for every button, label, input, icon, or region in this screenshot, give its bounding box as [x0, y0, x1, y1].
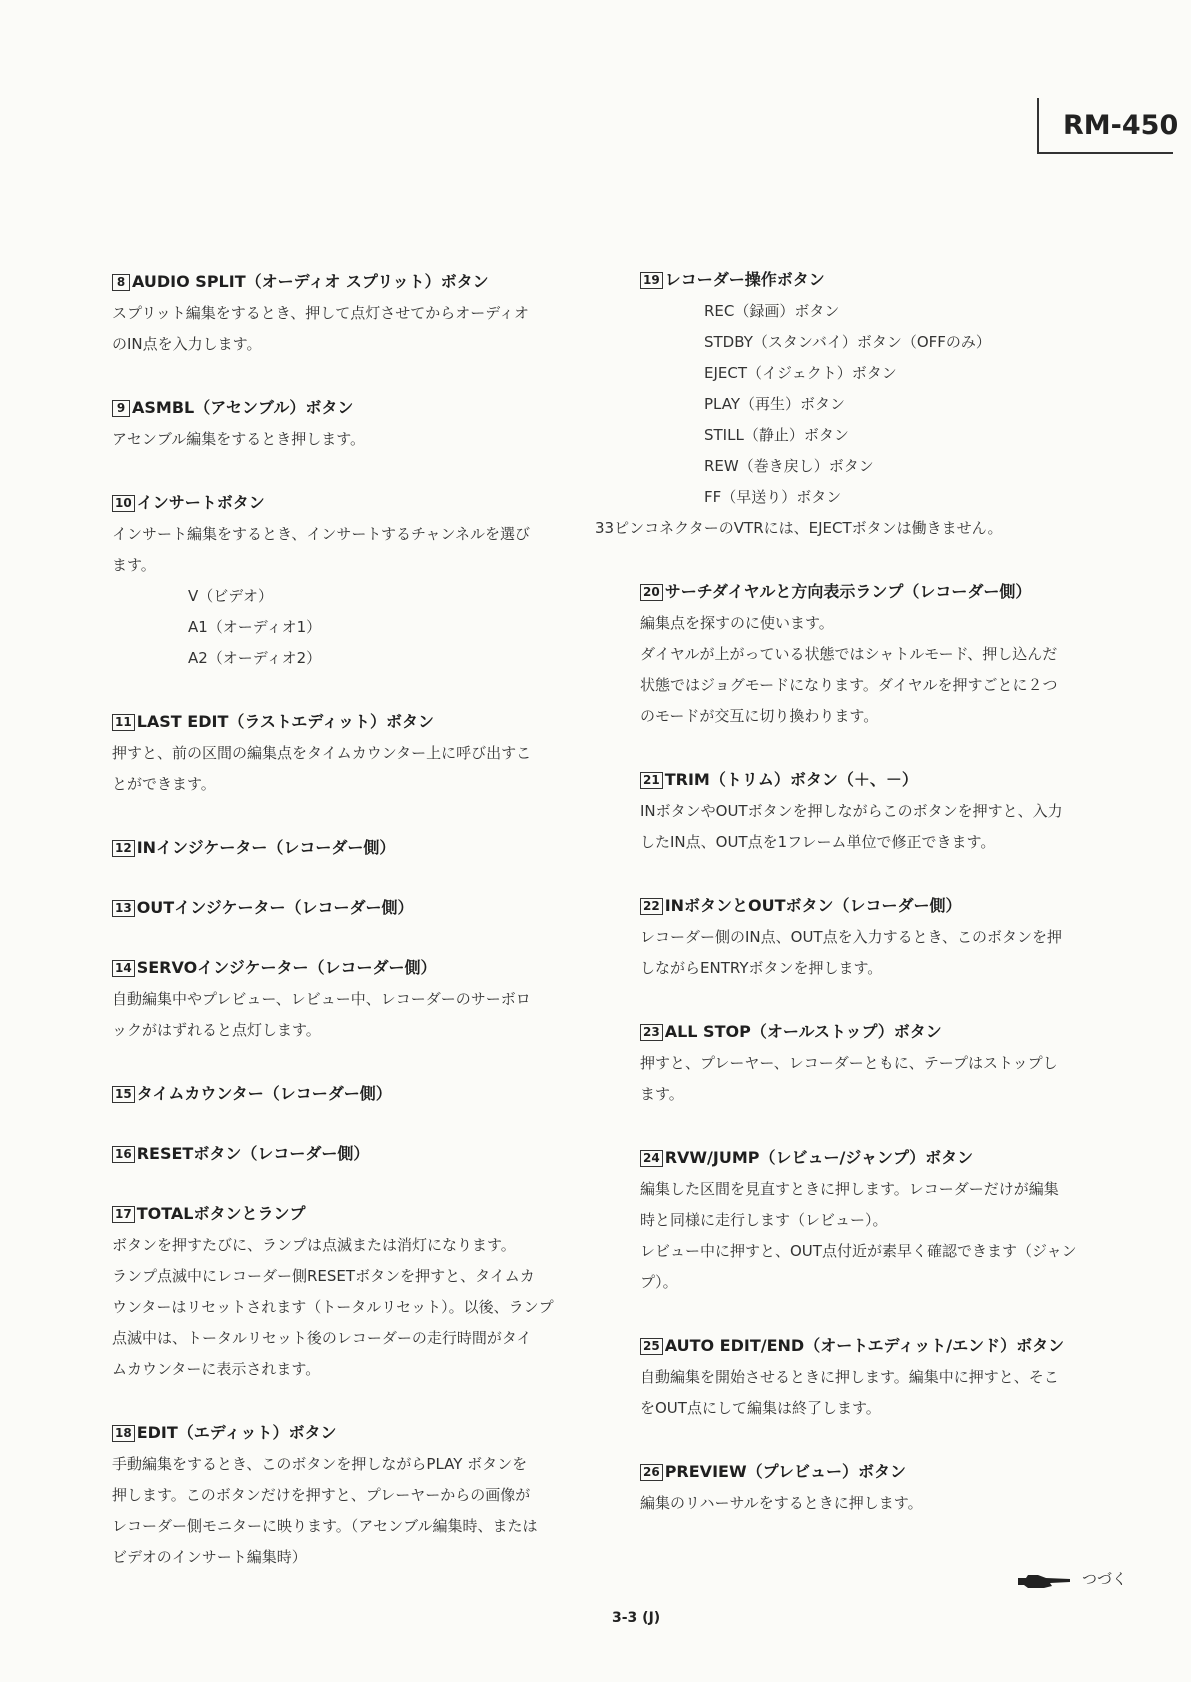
- section-title: LAST EDIT（ラストエディット）ボタン: [136, 712, 434, 731]
- section-19: [595, 268, 1160, 544]
- body-line: 自動編集中やプレビュー、レビュー中、レコーダーのサーボロ: [112, 990, 531, 1008]
- option-line: A1（オーディオ1）: [188, 618, 322, 636]
- option-line: STDBY（スタンバイ）ボタン（OFFのみ）: [704, 333, 991, 351]
- section-11: [112, 710, 632, 800]
- section-26: [640, 1460, 1160, 1519]
- body-line: ランプ点滅中にレコーダー側RESETボタンを押すと、タイムカ: [112, 1267, 535, 1285]
- section-12: [112, 836, 632, 860]
- body-line: 押すと、プレーヤー、レコーダーともに、テープはストップし: [640, 1054, 1058, 1072]
- section-heading: [640, 268, 1160, 292]
- item-number: 11: [112, 714, 135, 731]
- body-line: したIN点、OUT点を1フレーム単位で修正できます。: [640, 833, 996, 851]
- body-line: プ）。: [640, 1273, 678, 1291]
- section-title: OUTインジケーター（レコーダー側）: [136, 898, 414, 917]
- section-heading: [640, 580, 1160, 604]
- section-heading: [112, 396, 632, 420]
- item-number: 25: [640, 1338, 663, 1355]
- item-number: 19: [640, 272, 663, 289]
- body-line: 点滅中は、トータルリセット後のレコーダーの走行時間がタイ: [112, 1329, 532, 1347]
- body-line: のIN点を入力します。: [112, 335, 262, 353]
- section-title: インサートボタン: [136, 493, 265, 512]
- item-number: 18: [112, 1425, 135, 1442]
- section-title: SERVOインジケーター（レコーダー側）: [136, 958, 437, 977]
- section-title: INインジケーター（レコーダー側）: [136, 838, 396, 857]
- section-title: レコーダー操作ボタン: [664, 270, 825, 289]
- body-line: 編集のリハーサルをするときに押します。: [640, 1494, 923, 1512]
- continued-label: つづく: [1082, 1570, 1128, 1588]
- body-line: 編集点を探すのに使います。: [640, 614, 834, 632]
- pointing-hand-icon: [1016, 1572, 1072, 1592]
- section-title: AUDIO SPLIT（オーディオ スプリット）ボタン: [132, 272, 489, 291]
- section-heading: [112, 270, 632, 294]
- body-line: ムカウンターに表示されます。: [112, 1360, 321, 1378]
- section-24: [640, 1146, 1160, 1298]
- body-line: ビデオのインサート編集時）: [112, 1548, 307, 1566]
- item-number: 17: [112, 1206, 135, 1223]
- body-line: スプリット編集をするとき、押して点灯させてからオーディオ: [112, 304, 530, 322]
- body-line: レコーダー側のIN点、OUT点を入力するとき、このボタンを押: [640, 928, 1062, 946]
- item-number: 24: [640, 1150, 663, 1167]
- body-line: ダイヤルが上がっている状態ではシャトルモード、押し込んだ: [640, 645, 1058, 663]
- section-heading: [640, 1460, 1160, 1484]
- section-title: PREVIEW（プレビュー）ボタン: [664, 1462, 906, 1481]
- section-heading: [112, 1202, 632, 1226]
- body-line: 編集した区間を見直すときに押します。レコーダーだけが編集: [640, 1180, 1059, 1198]
- body-line: レビュー中に押すと、OUT点付近が素早く確認できます（ジャン: [640, 1242, 1077, 1260]
- left-column: [112, 270, 632, 1609]
- option-line: EJECT（イジェクト）ボタン: [704, 364, 897, 382]
- body-line: ックがはずれると点灯します。: [112, 1021, 321, 1039]
- item-number: 8: [112, 274, 130, 291]
- section-8: [112, 270, 632, 360]
- section-21: [640, 768, 1160, 858]
- body-line: ます。: [640, 1085, 684, 1103]
- section-17: [112, 1202, 632, 1385]
- section-title: EDIT（エディット）ボタン: [136, 1423, 337, 1442]
- option-line: A2（オーディオ2）: [188, 649, 322, 667]
- section-15: [112, 1082, 632, 1106]
- body-line: ます。: [112, 556, 156, 574]
- body-line: INボタンやOUTボタンを押しながらこのボタンを押すと、入力: [640, 802, 1063, 820]
- section-heading: [112, 491, 632, 515]
- section-heading: [112, 1421, 632, 1445]
- body-line: とができます。: [112, 775, 216, 793]
- body-line: をOUT点にして編集は終了します。: [640, 1399, 881, 1417]
- section-heading: [640, 894, 1160, 918]
- body-line: 時と同様に走行します（レビュー）。: [640, 1211, 888, 1229]
- item-number: 10: [112, 495, 135, 512]
- section-heading: [112, 1142, 632, 1166]
- section-heading: [112, 896, 632, 920]
- item-number: 26: [640, 1464, 663, 1481]
- item-number: 23: [640, 1024, 663, 1041]
- section-title: ASMBL（アセンブル）ボタン: [132, 398, 354, 417]
- body-line: インサート編集をするとき、インサートするチャンネルを選び: [112, 525, 531, 543]
- section-title: ALL STOP（オールストップ）ボタン: [664, 1022, 942, 1041]
- section-heading: [112, 956, 632, 980]
- body-line: のモードが交互に切り換わります。: [640, 707, 879, 725]
- section-title: TRIM（トリム）ボタン（＋、－）: [664, 770, 918, 789]
- section-23: [640, 1020, 1160, 1110]
- option-line: REW（巻き戻し）ボタン: [704, 457, 874, 475]
- section-heading: [640, 768, 1160, 792]
- option-line: FF（早送り）ボタン: [704, 488, 842, 506]
- body-line: レコーダー側モニターに映ります。（アセンブル編集時、または: [112, 1517, 538, 1535]
- section-heading: [640, 1146, 1160, 1170]
- body-line: しながらENTRYボタンを押します。: [640, 959, 883, 977]
- item-number: 14: [112, 960, 135, 977]
- section-title: RVW/JUMP（レビュー/ジャンプ）ボタン: [664, 1148, 974, 1167]
- section-title: タイムカウンター（レコーダー側）: [136, 1084, 392, 1103]
- section-10: [112, 491, 632, 674]
- right-column: [595, 268, 1160, 1555]
- body-line: 状態ではジョグモードになります。ダイヤルを押すごとに２つ: [640, 676, 1058, 694]
- section-heading: [112, 1082, 632, 1106]
- item-number: 16: [112, 1146, 135, 1163]
- item-number: 20: [640, 584, 663, 601]
- section-title: INボタンとOUTボタン（レコーダー側）: [664, 896, 962, 915]
- item-number: 12: [112, 840, 135, 857]
- note-line: 33ピンコネクターのVTRには、EJECTボタンは働きません。: [595, 519, 1003, 537]
- option-line: REC（録画）ボタン: [704, 302, 840, 320]
- item-number: 21: [640, 772, 663, 789]
- body-line: ボタンを押すたびに、ランプは点滅または消灯になります。: [112, 1236, 516, 1254]
- section-18: [112, 1421, 632, 1573]
- body-line: 手動編集をするとき、このボタンを押しながらPLAY ボタンを: [112, 1455, 528, 1473]
- option-line: V（ビデオ）: [188, 587, 273, 605]
- section-heading: [112, 710, 632, 734]
- item-number: 13: [112, 900, 135, 917]
- section-20: [640, 580, 1160, 732]
- section-9: [112, 396, 632, 455]
- item-number: 15: [112, 1086, 135, 1103]
- option-line: STILL（静止）ボタン: [704, 426, 849, 444]
- model-title: RM-450: [1063, 110, 1179, 141]
- body-line: 押すと、前の区間の編集点をタイムカウンター上に呼び出すこ: [112, 744, 532, 762]
- section-14: [112, 956, 632, 1046]
- section-25: [640, 1334, 1160, 1424]
- section-title: RESETボタン（レコーダー側）: [136, 1144, 370, 1163]
- body-line: ウンターはリセットされます（トータルリセット）。以後、ランプ: [112, 1298, 554, 1316]
- body-line: アセンブル編集をするとき押します。: [112, 430, 366, 448]
- option-line: PLAY（再生）ボタン: [704, 395, 846, 413]
- body-line: 押します。このボタンだけを押すと、プレーヤーからの画像が: [112, 1486, 531, 1504]
- item-number: 22: [640, 898, 663, 915]
- section-heading: [640, 1020, 1160, 1044]
- page-number: 3-3 (J): [612, 1610, 661, 1626]
- section-heading: [112, 836, 632, 860]
- section-22: [640, 894, 1160, 984]
- section-16: [112, 1142, 632, 1166]
- section-13: [112, 896, 632, 920]
- section-heading: [640, 1334, 1160, 1358]
- section-title: TOTALボタンとランプ: [136, 1204, 306, 1223]
- section-title: AUTO EDIT/END（オートエディット/エンド）ボタン: [664, 1336, 1065, 1355]
- body-line: 自動編集を開始させるときに押します。編集中に押すと、そこ: [640, 1368, 1059, 1386]
- item-number: 9: [112, 400, 130, 417]
- section-title: サーチダイヤルと方向表示ランプ（レコーダー側）: [664, 582, 1032, 601]
